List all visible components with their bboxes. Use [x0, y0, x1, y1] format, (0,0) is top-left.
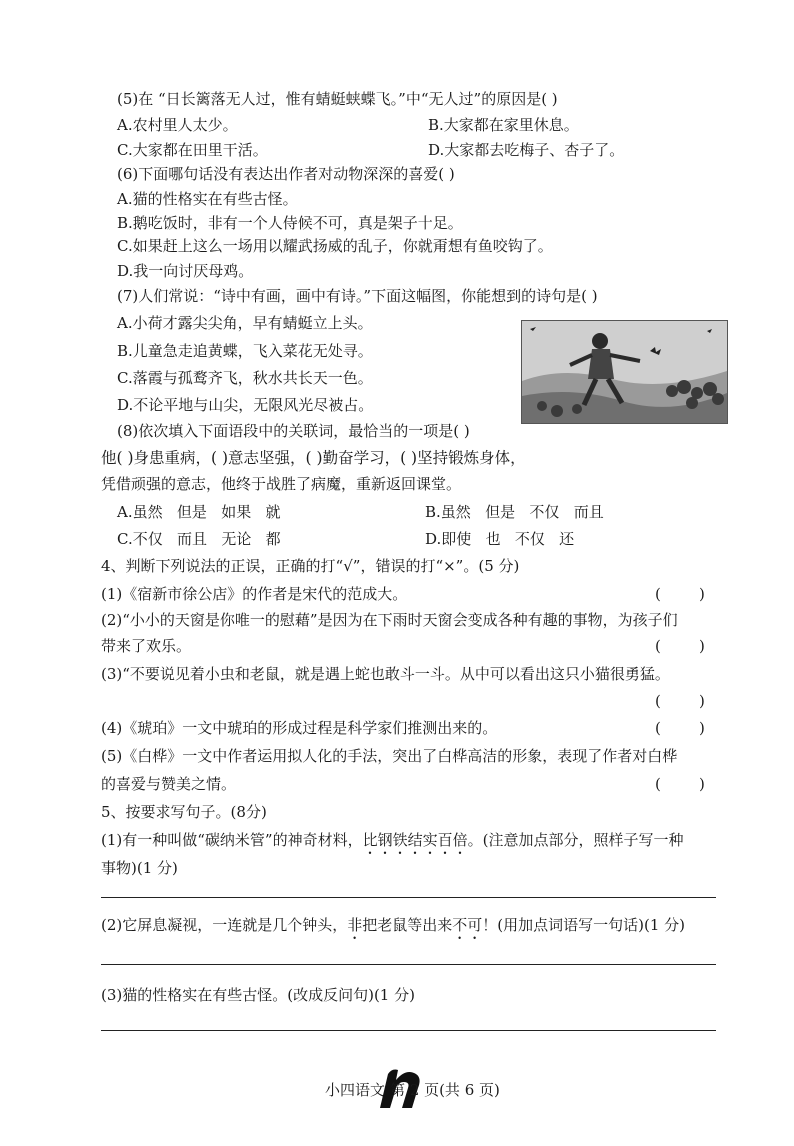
- q6-stem: (6)下面哪句话没有表达出作者对动物深深的喜爱( ): [117, 165, 455, 183]
- footer-page-number: 第 2 页(共 6 页): [390, 1081, 500, 1099]
- q8-paragraph-line1: 他( )身患重病，( )意志坚强，( )勤奋学习，( )坚持锻炼身体，: [101, 449, 526, 467]
- q5-option-d: D.大家都去吃梅子、杏子了。: [428, 141, 625, 159]
- rewrite-item-2-instruction: ！(用加点词语写一句话)(1 分): [482, 916, 686, 934]
- q7-option-a: A.小荷才露尖尖角，早有蜻蜓立上头。: [117, 314, 373, 332]
- q5-option-c: C.大家都在田里干活。: [117, 141, 268, 159]
- answer-line-2[interactable]: [101, 964, 716, 965]
- rewrite-item-2-text: (2)它屏息凝视，一连就是几个钟头，: [101, 916, 348, 934]
- q8-stem: (8)依次填入下面语段中的关联词，最恰当的一项是( ): [117, 422, 470, 440]
- footer-subject: 小四语文: [325, 1081, 386, 1099]
- judge-item-2-blank[interactable]: ( ): [655, 637, 705, 655]
- q5-stem: (5)在 “日长篱落无人过，惟有蜻蜓蛱蝶飞。”中“无人过”的原因是( ): [117, 90, 558, 108]
- judge-item-4-blank[interactable]: ( ): [655, 719, 705, 737]
- rewrite-item-2: [101, 915, 685, 943]
- judge-item-3-blank[interactable]: ( ): [655, 692, 705, 710]
- judge-item-1: (1)《宿新市徐公店》的作者是宋代的范成大。: [101, 585, 408, 603]
- rewrite-item-2-dotted-2: 不可: [452, 916, 483, 934]
- judge-item-5-line1: (5)《白桦》一文中作者运用拟人化的手法，突出了白桦高洁的形象，表现了作者对白桦: [101, 747, 678, 765]
- rewrite-item-1-instruction: 。(注意加点部分，照样子写一种: [467, 831, 684, 849]
- judge-item-1-blank[interactable]: ( ): [655, 585, 705, 603]
- q5-option-b: B.大家都在家里休息。: [428, 116, 579, 134]
- rewrite-item-1-text: (1)有一种叫做“碳纳米管”的神奇材料，: [101, 831, 363, 849]
- section4-title: 4、判断下列说法的正误，正确的打“√”，错误的打“×”。(5 分): [101, 557, 520, 575]
- q8-option-c: C.不仅 而且 无论 都: [117, 530, 281, 548]
- q7-stem: (7)人们常说：“诗中有画，画中有诗。”下面这幅图，你能想到的诗句是( ): [117, 287, 598, 305]
- q8-option-b: B.虽然 但是 不仅 而且: [425, 503, 604, 521]
- answer-line-3[interactable]: [101, 1030, 716, 1031]
- section5-title: 5、按要求写句子。(8分): [101, 803, 267, 821]
- q8-paragraph-line2: 凭借顽强的意志，他终于战胜了病魔，重新返回课堂。: [101, 475, 462, 493]
- q8-option-d: D.即使 也 不仅 还: [425, 530, 575, 548]
- q6-option-c: C.如果赶上这么一场用以耀武扬威的乱子，你就甭想有鱼咬钩了。: [117, 237, 553, 255]
- judge-item-3: (3)“不要说见着小虫和老鼠，就是遇上蛇也敢斗一斗。从中可以看出这只小猫很勇猛。: [101, 665, 670, 683]
- judge-item-4: (4)《琥珀》一文中琥珀的形成过程是科学家们推测出来的。: [101, 719, 498, 737]
- rewrite-item-1-line1: [101, 830, 683, 858]
- rewrite-item-1-dotted: 比钢铁结实百倍: [362, 831, 468, 849]
- q6-option-b: B.鹅吃饭时，非有一个人侍候不可，真是架子十足。: [117, 214, 463, 232]
- q7-option-b: B.儿童急走追黄蝶，飞入菜花无处寻。: [117, 342, 373, 360]
- rewrite-item-2-mid: 把老鼠等出来: [362, 916, 453, 934]
- rewrite-item-2-dotted-1: 非: [347, 916, 363, 934]
- q5-option-a: A.农村里人太少。: [117, 116, 238, 134]
- rewrite-item-1-line2: 事物)(1 分): [101, 859, 178, 877]
- judge-item-2-line2: 带来了欢乐。: [101, 637, 192, 655]
- judge-item-2-line1: (2)“小小的天窗是你唯一的慰藉”是因为在下雨时天窗会变成各种有趣的事物，为孩子们: [101, 611, 678, 629]
- q6-option-a: A.猫的性格实在有些古怪。: [117, 190, 298, 208]
- poem-illustration: [521, 320, 728, 424]
- q7-option-d: D.不论平地与山尖，无限风光尽被占。: [117, 396, 374, 414]
- q7-option-c: C.落霞与孤鹜齐飞，秋水共长天一色。: [117, 369, 373, 387]
- q8-option-a: A.虽然 但是 如果 就: [117, 503, 281, 521]
- judge-item-5-line2: 的喜爱与赞美之情。: [101, 775, 237, 793]
- rewrite-item-3: (3)猫的性格实在有些古怪。(改成反问句)(1 分): [101, 986, 415, 1004]
- judge-item-5-blank[interactable]: ( ): [655, 775, 705, 793]
- answer-line-1[interactable]: [101, 897, 716, 898]
- child-chasing-butterfly-image: [522, 321, 727, 423]
- page-footer: [0, 1076, 794, 1106]
- q6-option-d: D.我一向讨厌母鸡。: [117, 262, 254, 280]
